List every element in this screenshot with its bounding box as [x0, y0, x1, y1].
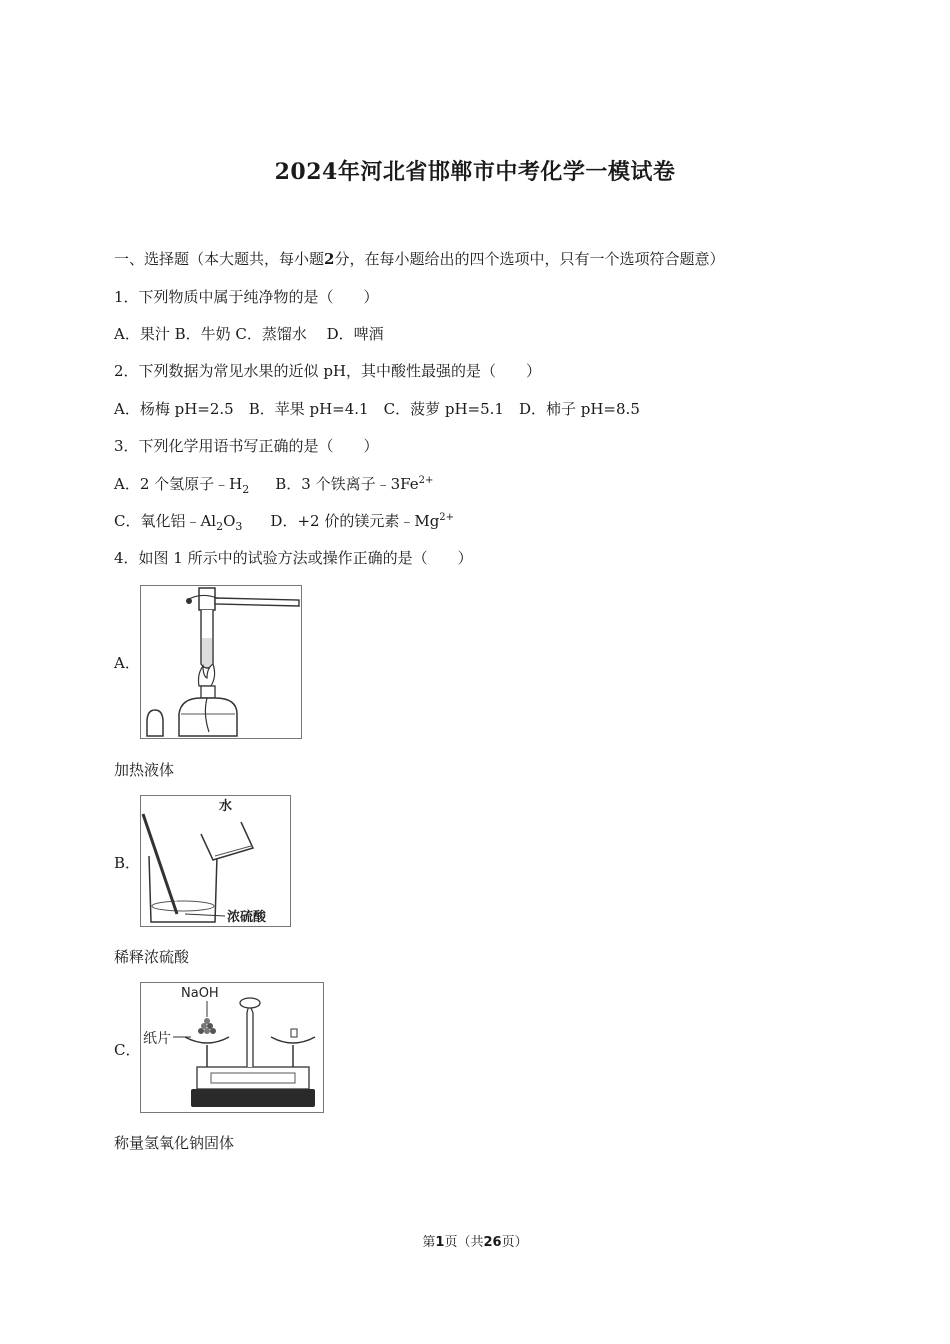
- weight: [291, 1029, 297, 1037]
- q3-option-c-mid: O: [223, 512, 236, 530]
- holder-tip: [186, 598, 192, 604]
- q4-option-a-caption: 加热液体: [114, 761, 175, 779]
- weigh-naoh-drawing: [141, 983, 323, 1112]
- q3-option-d: D．+2 价的镁元素﹣Mg: [270, 512, 440, 530]
- water-label: 水: [219, 799, 233, 814]
- q1-stem: 1．下列物质中属于纯净物的是（ ）: [114, 288, 379, 306]
- acid-label: 浓硫酸: [227, 910, 267, 925]
- q3-option-b-sup: 2+: [418, 475, 434, 486]
- page-title: 2024年河北省邯郸市中考化学一模试卷: [274, 159, 676, 185]
- heating-liquid-figure: [140, 585, 302, 739]
- q3-option-a-sub: 2: [242, 483, 250, 496]
- q3-option-c-sub2: 3: [235, 520, 243, 533]
- balance-pillar: [247, 1007, 253, 1067]
- dilute-acid-drawing: [141, 796, 290, 926]
- footer-total: 26: [483, 1235, 502, 1250]
- q3-option-a: A．2 个氢原子﹣H: [114, 475, 243, 493]
- lamp-neck: [201, 686, 215, 698]
- q3-option-c-sub1: 2: [216, 520, 224, 533]
- footer-page: 1: [435, 1235, 445, 1250]
- q4-option-b-caption: 稀释浓硫酸: [114, 948, 190, 966]
- q3-option-d-sup: 2+: [439, 512, 455, 523]
- balance-base: [191, 1089, 315, 1107]
- section-suffix: 分，在每小题给出的四个选项中，只有一个选项符合题意）: [334, 250, 725, 268]
- balance-top: [240, 998, 260, 1008]
- dilute-acid-figure: [140, 795, 291, 927]
- q2-options: A．杨梅 pH=2.5 B．苹果 pH=4.1 C．菠萝 pH=5.1 D．柿子 pH=8.5: [114, 400, 640, 418]
- q2-stem: 2．下列数据为常见水果的近似 pH，其中酸性最强的是（ ）: [114, 362, 541, 380]
- q1-options: A．果汁 B．牛奶 C．蒸馏水 D．啤酒: [114, 325, 384, 343]
- q4-option-a-label: A．: [114, 654, 140, 672]
- weigh-naoh-figure: [140, 982, 324, 1113]
- naoh-pellets: [198, 1018, 216, 1034]
- q4-option-c-label: C．: [114, 1041, 141, 1059]
- holder-clamp: [199, 588, 215, 610]
- page-footer: [0, 1231, 950, 1250]
- q3-options-ab: [114, 473, 433, 494]
- q4-option-b-label: B．: [114, 854, 141, 872]
- left-pan: [185, 1037, 229, 1043]
- section-points: 2: [324, 250, 335, 268]
- footer-pre: 第: [422, 1235, 436, 1250]
- lamp-cap: [147, 710, 163, 736]
- q3-option-b: B．3 个铁离子﹣3Fe: [275, 475, 419, 493]
- q4-stem: 4．如图 1 所示中的试验方法或操作正确的是（ ）: [114, 549, 473, 567]
- q3-options-cd: [114, 510, 454, 531]
- small-beaker: [201, 822, 253, 860]
- right-pan: [271, 1037, 315, 1043]
- naoh-label: NaOH: [181, 986, 219, 1001]
- section-prefix: 一、选择题（本大题共，每小题: [114, 250, 325, 268]
- section-header: [114, 248, 724, 269]
- q3-stem: 3．下列化学用语书写正确的是（ ）: [114, 437, 379, 455]
- holder-handle: [215, 598, 299, 606]
- footer-post: 页）: [501, 1235, 528, 1250]
- liquid: [202, 638, 212, 667]
- footer-mid: 页（共: [444, 1235, 484, 1250]
- balance-scale-bar: [211, 1073, 295, 1083]
- heating-liquid-drawing: [141, 586, 301, 738]
- q3-option-c: C．氧化铝﹣Al: [114, 512, 217, 530]
- paper-label: 纸片: [143, 1031, 171, 1047]
- q4-option-c-caption: 称量氢氧化钠固体: [114, 1134, 235, 1152]
